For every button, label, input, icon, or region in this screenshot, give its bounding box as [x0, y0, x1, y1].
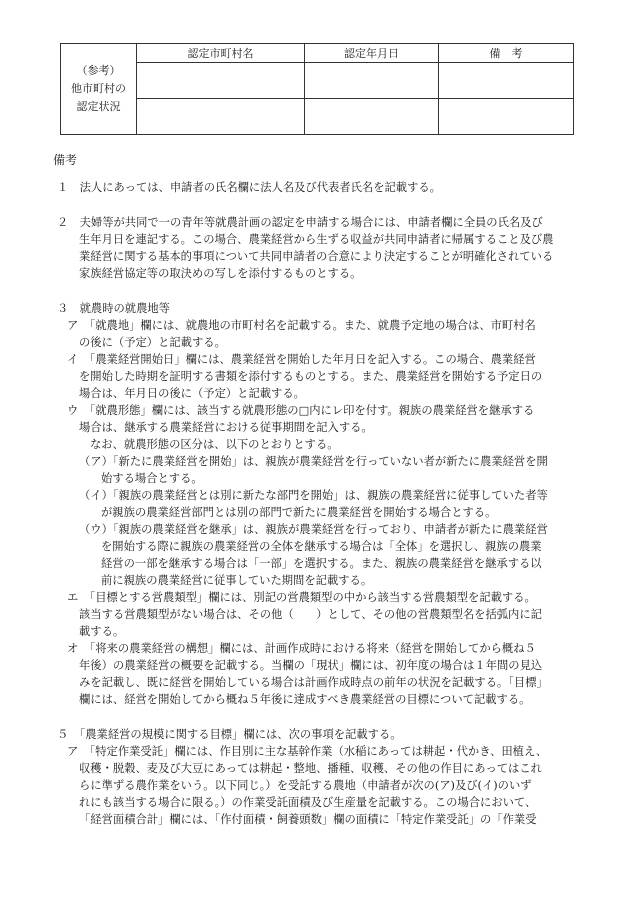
table-cell	[137, 99, 305, 135]
remarks-text-line: ア 「就農地」欄には、就農地の市町村名を記載する。また、就農予定地の場合は、市町村名	[67, 319, 536, 332]
remarks-text-line: オ 「将来の農業経営の構想」欄には、計画作成時における将来（経営を開始してから概ね５	[67, 642, 536, 655]
remarks-text-line: みを記載し、既に経営を開始している場合は計画作成時点の前年の状況を記載する。「目標」	[79, 676, 548, 689]
remarks-text-line: ウ 「就農形態」欄には、該当する就農形態の□内にレ印を付す。親族の農業経営を継承する	[67, 404, 535, 417]
column-header-remarks: 備 考	[439, 44, 574, 63]
remarks-text-line: れにも該当する場合に限る。）の作業受託面積及び生産量を記載する。この場合において、	[79, 796, 537, 809]
remarks-text-line: 年後）の農業経営の概要を記載する。当欄の「現状」欄には、初年度の場合は１年間の見込	[79, 659, 543, 672]
remarks-text-line: を開始した時期を証明する書類を添付するものとする。また、農業経営を開始する予定日の	[79, 370, 543, 383]
remarks-text-line: ５ 「農業経営の規模に関する目標」欄には、次の事項を記載する。	[57, 728, 402, 741]
table-cell	[439, 99, 574, 135]
row-header-line: 他市町村の	[71, 82, 126, 95]
table-row	[61, 63, 574, 99]
row-header-line: 認定状況	[76, 100, 121, 113]
remarks-text-line: 欄には、経営を開始してから概ね５年後に達成すべき農業経営の目標について記載する。	[79, 693, 531, 706]
remarks-text-line: ３ 就農時の就農地等	[57, 302, 170, 315]
remarks-text-line: 「経営面積合計」欄には、「作付面積・飼養頭数」欄の面積に「特定作業受託」の「作業受	[79, 813, 537, 826]
remarks-text-line: 前に親族の農業経営に従事していた期間を記載する。	[101, 574, 373, 587]
remarks-text-line: 載する。	[79, 625, 125, 638]
remarks-text-line: が親族の農業経営部門とは別の部門で新たに農業経営を開始する場合とする。	[101, 506, 497, 519]
remarks-text-line: 収穫・脱穀、麦及び大豆にあっては耕起・整地、播種、収穫、その他の作目にあってはこれ	[79, 762, 542, 775]
remarks-text-line: 家族経営協定等の取決めの写しを添付するものとする。	[79, 267, 362, 280]
table-row-header	[61, 44, 137, 135]
remarks-text-line: １ 法人にあっては、申請者の氏名欄に法人名及び代表者氏名を記載する。	[57, 181, 441, 194]
remarks-text-line: ２ 夫婦等が共同で一の青年等就農計画の認定を申請する場合には、申請者欄に全員の氏名及び	[57, 216, 543, 229]
remarks-text-line: 経営の一部を継承する場合は「一部」を選択する。また、親族の農業経営を継承する以	[101, 557, 542, 570]
remarks-text-line: 生年月日を連記する。この場合、農業経営から生ずる収益が共同申請者に帰属すること及び農	[79, 233, 554, 246]
other-municipality-certification-table	[60, 43, 574, 135]
remarks-text-line: イ 「農業経営開始日」欄には、農業経営を開始した年月日を記入する。この場合、農業経営	[67, 353, 536, 366]
remarks-text-line: 場合は、継承する農業経営における従事期間を記入する。	[79, 421, 373, 434]
remarks-text-line: （ウ）「親族の農業経営を継承」は、親族が農業経営を行っており、申請者が新たに農業経営	[79, 523, 548, 536]
remarks-text-line: （イ）「親族の農業経営とは別に新たな部門を開始」は、親族の農業経営に従事していた者等	[79, 489, 548, 502]
row-header-line: （参考）	[76, 64, 121, 77]
column-header-date: 認定年月日	[305, 44, 439, 63]
remarks-text-line: らに準ずる農作業をいう。以下同じ。）を受託する農地（申請者が次の(ア)及び(イ)のいず	[79, 779, 532, 792]
column-header-municipality: 認定市町村名	[137, 44, 305, 63]
table-cell	[439, 63, 574, 99]
remarks-text-line: エ 「目標とする営農類型」欄には、別記の営農類型の中から該当する営農類型を記載する。	[67, 591, 536, 604]
table-cell	[305, 63, 439, 99]
remarks-text-line: 始する場合とする。	[101, 472, 203, 485]
remarks-text-line: を開始する際に親族の農業経営の全体を継承する場合は「全体」を選択し、親族の農業	[101, 540, 542, 553]
table-cell	[305, 99, 439, 135]
table-cell	[137, 63, 305, 99]
remarks-text-line: 業経営に関する基本的事項について共同申請者の合意により決定することが明確化されている	[79, 250, 554, 263]
remarks-title: 備考	[53, 153, 78, 167]
remarks-text-line: の後に（予定）と記載する。	[79, 336, 226, 349]
remarks-text-line: なお、就農形態の区分は、以下のとおりとする。	[90, 438, 339, 451]
remarks-text-line: ア 「特定作業受託」欄には、作目別に主な基幹作業（水稲にあっては耕起・代かき、田植え、	[67, 745, 548, 758]
remarks-text-line: 該当する営農類型がない場合は、その他（ ）として、その他の営農類型名を括弧内に記	[79, 608, 542, 621]
remarks-text-line: （ア）「新たに農業経営を開始」は、親族が農業経営を行っていない者が新たに農業経営を開	[79, 455, 548, 468]
table-row	[61, 99, 574, 135]
remarks-text-line: 場合は、年月日の後に（予定）と記載する。	[79, 387, 305, 400]
